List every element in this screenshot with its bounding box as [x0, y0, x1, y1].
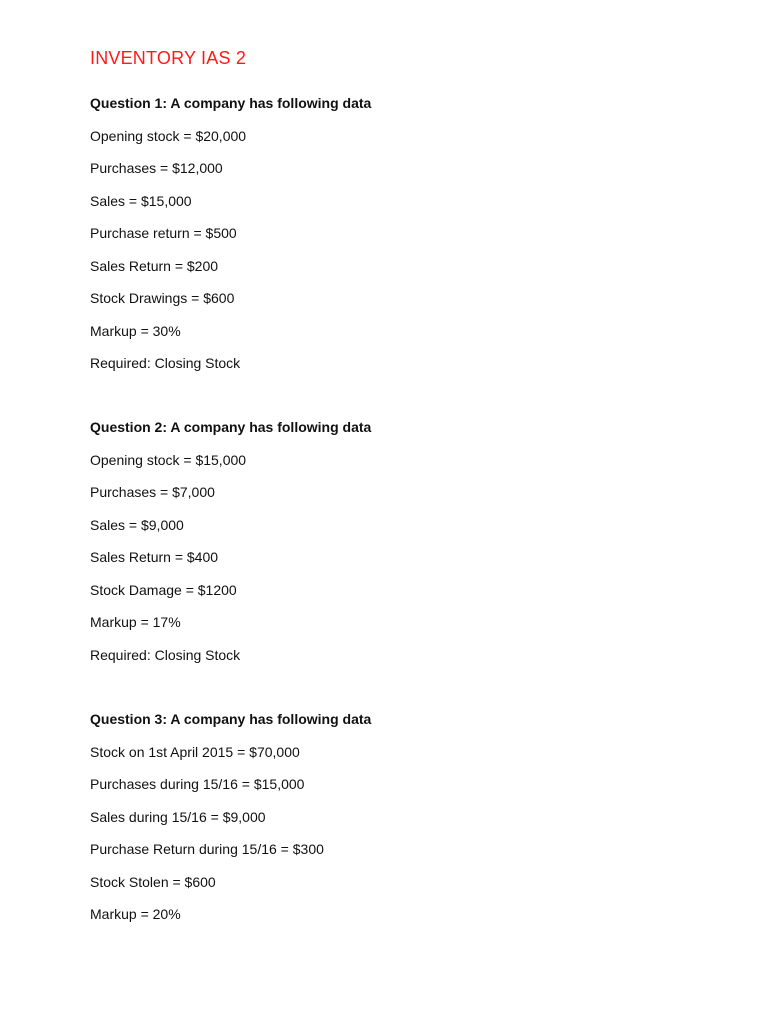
- question-2-line: Sales = $9,000: [90, 516, 184, 533]
- question-3-heading: Question 3: A company has following data: [90, 711, 372, 727]
- question-2-line: Opening stock = $15,000: [90, 451, 247, 468]
- question-1-line: Stock Drawings = $600: [90, 290, 235, 306]
- question-3-line: Markup = 20%: [90, 906, 181, 922]
- document-title: INVENTORY IAS 2: [90, 48, 247, 68]
- question-3-line: Stock Stolen = $600: [90, 873, 216, 890]
- question-1-line: Sales Return = $200: [90, 257, 219, 274]
- question-2-line: Required: Closing Stock: [90, 646, 241, 663]
- question-1-line: Opening stock = $20,000: [90, 127, 247, 144]
- question-1-line: Markup = 30%: [90, 322, 181, 339]
- question-2-line: Stock Damage = $1200: [90, 581, 237, 598]
- question-2-line: Purchases = $7,000: [90, 484, 215, 500]
- question-3-line: Purchase Return during 15/16 = $300: [90, 841, 324, 857]
- question-2-heading: Question 2: A company has following data: [90, 419, 372, 435]
- question-3-section: [90, 710, 371, 923]
- question-1-line: Purchases = $12,000: [90, 160, 223, 176]
- question-3-line: Stock on 1st April 2015 = $70,000: [90, 743, 300, 760]
- question-1-line: Sales = $15,000: [90, 192, 192, 209]
- question-1-heading: Question 1: A company has following data: [90, 95, 372, 111]
- question-2-line: Sales Return = $400: [90, 549, 219, 565]
- question-1-section: [90, 94, 371, 372]
- question-2-line: Markup = 17%: [90, 614, 181, 630]
- question-3-line: Purchases during 15/16 = $15,000: [90, 776, 305, 792]
- question-3-line: Sales during 15/16 = $9,000: [90, 808, 266, 825]
- question-1-line: Required: Closing Stock: [90, 355, 241, 371]
- question-1-line: Purchase return = $500: [90, 225, 237, 241]
- question-2-section: [90, 418, 371, 664]
